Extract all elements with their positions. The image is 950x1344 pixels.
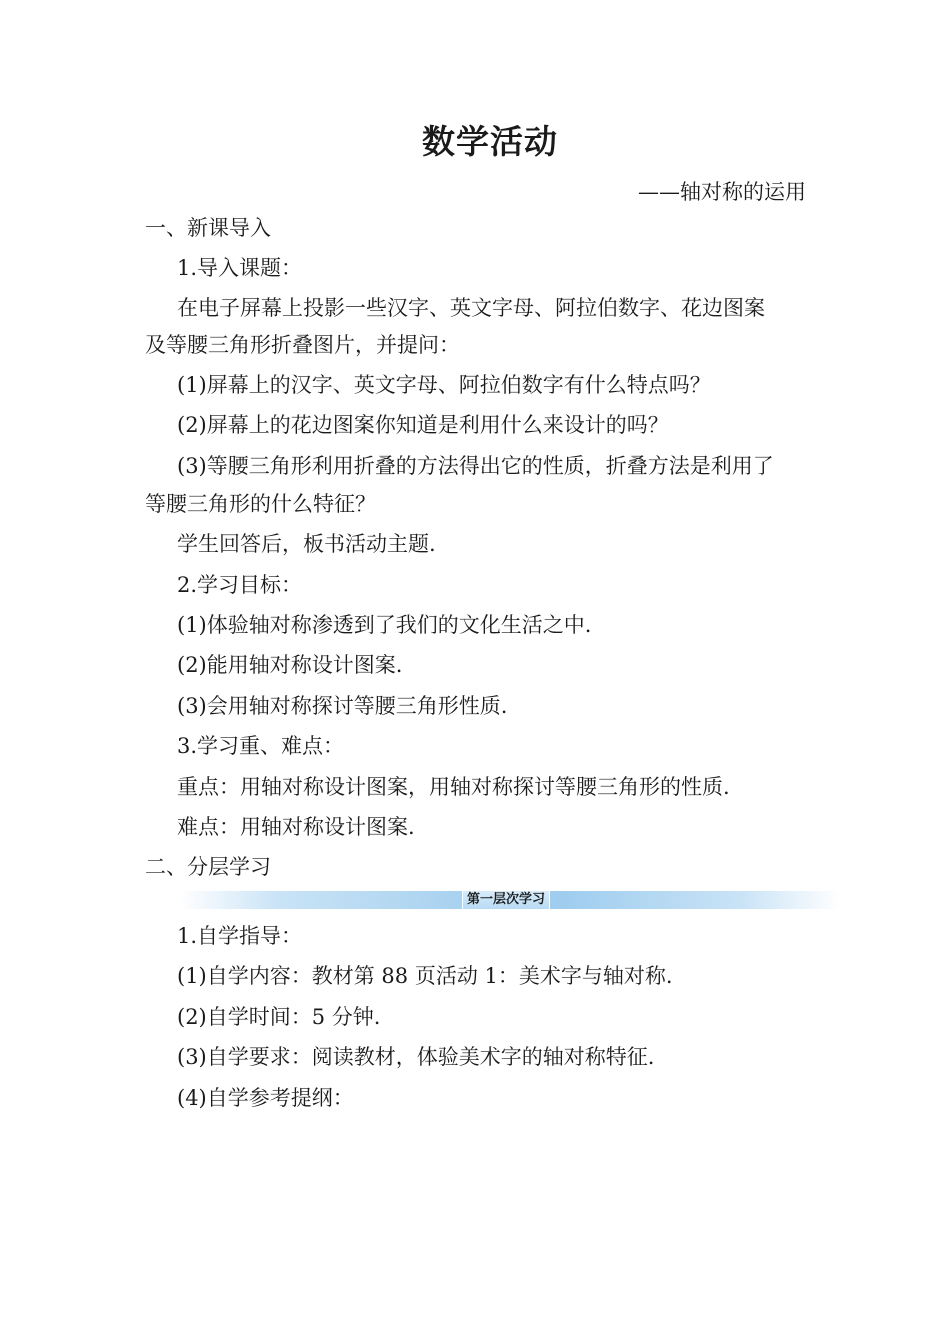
page-title: 数学活动 bbox=[422, 122, 558, 161]
page-subtitle: ——轴对称的运用 bbox=[638, 180, 806, 204]
intro-paragraph-line1: 在电子屏幕上投影一些汉字、英文字母、阿拉伯数字、花边图案 bbox=[177, 296, 765, 320]
answer-note: 学生回答后，板书活动主题. bbox=[177, 532, 436, 556]
self-study-content: (1)自学内容：教材第 88 页活动 1：美术字与轴对称. bbox=[177, 964, 673, 988]
question-1: (1)屏幕上的汉字、英文字母、阿拉伯数字有什么特点吗？ bbox=[177, 373, 711, 397]
level-banner bbox=[180, 891, 840, 909]
item-heading-self-study: 1.自学指导： bbox=[177, 924, 303, 948]
key-point: 重点：用轴对称设计图案，用轴对称探讨等腰三角形的性质. bbox=[177, 775, 730, 799]
item-heading-goals: 2.学习目标： bbox=[177, 573, 303, 597]
self-study-time: (2)自学时间：5 分钟. bbox=[177, 1005, 381, 1029]
difficult-point: 难点：用轴对称设计图案. bbox=[177, 815, 415, 839]
goal-2: (2)能用轴对称设计图案. bbox=[177, 653, 403, 677]
goal-1: (1)体验轴对称渗透到了我们的文化生活之中. bbox=[177, 613, 592, 637]
self-study-requirement: (3)自学要求：阅读教材，体验美术字的轴对称特征. bbox=[177, 1045, 655, 1069]
self-study-outline: (4)自学参考提纲： bbox=[177, 1086, 354, 1110]
question-3-line2: 等腰三角形的什么特征？ bbox=[145, 492, 376, 516]
goal-3: (3)会用轴对称探讨等腰三角形性质. bbox=[177, 694, 508, 718]
section-heading-layered: 二、分层学习 bbox=[145, 855, 271, 879]
section-heading-intro: 一、新课导入 bbox=[145, 216, 271, 240]
item-heading-topic: 1.导入课题： bbox=[177, 256, 303, 280]
question-3-line1: (3)等腰三角形利用折叠的方法得出它的性质，折叠方法是利用了 bbox=[177, 454, 774, 478]
question-2: (2)屏幕上的花边图案你知道是利用什么来设计的吗？ bbox=[177, 413, 669, 437]
item-heading-key-points: 3.学习重、难点： bbox=[177, 734, 345, 758]
intro-paragraph-line2: 及等腰三角形折叠图片，并提问： bbox=[145, 333, 460, 357]
level-banner-label: 第一层次学习 bbox=[462, 891, 550, 909]
